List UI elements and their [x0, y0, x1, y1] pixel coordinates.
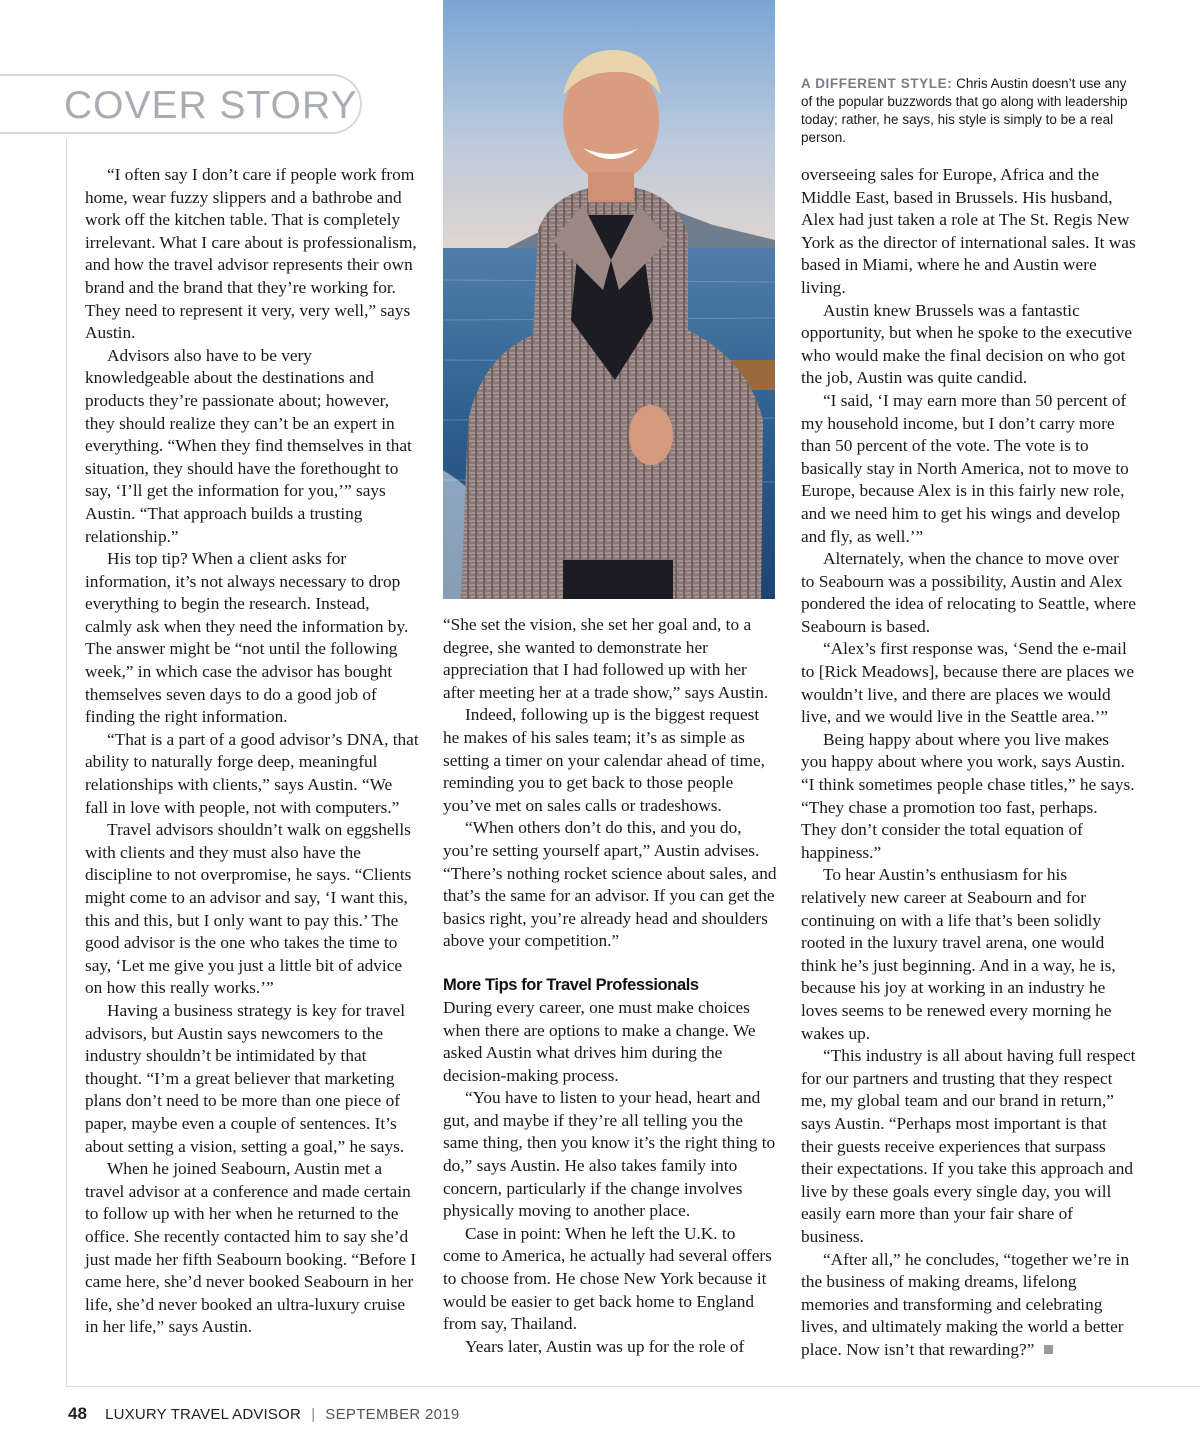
paragraph: Austin knew Brussels was a fantastic opportunity, but when he spoke to the executive who would make the final decision on who got the job, Austin was quite candid. — [801, 300, 1132, 388]
footer-separator: | — [311, 1406, 316, 1423]
paragraph: During every career, one must make choices when there are options to make a change. We asked Austin what drives him during the decision-making process. — [443, 997, 756, 1085]
issue-date: SEPTEMBER 2019 — [325, 1406, 460, 1423]
paragraph: “She set the vision, she set her goal and, to a degree, she wanted to demonstrate her appreciation that I had followed up with her after meeting her at a trade show,” says Austin. — [443, 615, 769, 702]
paragraph: “When others don’t do this, and you do, you’re setting yourself apart,” Austin advises. “There’s nothing rocket science about sales, and that’s the same for an advisor. If you can get the basics right, you’re already head and shoulders above your competition.” — [443, 818, 777, 951]
left-rule — [66, 138, 67, 1386]
paragraph: When he joined Seabourn, Austin met a travel advisor at a conference and made certain to follow up with her when he returned to the office. She recently contacted him to say she’d just made her fifth Seabourn booking. “Before I came here, she’d never booked Seabourn in her life, she’d never booked an ultra-luxury cruise in her life,” says Austin. — [85, 1159, 417, 1337]
section-label: COVER STORY — [64, 84, 358, 127]
page-footer — [68, 1404, 460, 1424]
paragraph: “That is a part of a good advisor’s DNA, that ability to naturally forge deep, meaningful relationships with clients,” says Austin. “We fall in love with people, not with computers.” — [85, 729, 419, 817]
bottom-rule — [66, 1386, 1200, 1387]
paragraph: overseeing sales for Europe, Africa and the Middle East, based in Brussels. His husband, Alex had just taken a role at The St. Regis New York as the director of international sales. It was based in Miami, where he and Austin were living. — [801, 165, 1136, 297]
photo-caption — [801, 75, 1141, 147]
subhead: More Tips for Travel Professionals — [443, 975, 699, 994]
end-mark-icon — [1044, 1345, 1053, 1354]
article-column-2 — [443, 614, 777, 1358]
final-text: “After all,” he concludes, “together we’re in the business of making dreams, lifelong memories and transforming and celebrating lives, and ultimately making the world a better place. Now isn’t that rewarding?” — [801, 1249, 1130, 1359]
paragraph: Case in point: When he left the U.K. to come to America, he actually had several offers to choose from. He chose New York because it would be easier to get back home to England from say, Thailand. — [443, 1223, 772, 1334]
paragraph: “I often say I don’t care if people work from home, wear fuzzy slippers and a bathrobe and work off the kitchen table. That is completely irrelevant. What I care about is professionalism, and how the travel advisor represents their own brand and the brand that they’re working for. They need to represent it very, very well,” says Austin. — [85, 165, 417, 343]
caption-lead: A DIFFERENT STYLE: — [801, 76, 953, 91]
paragraph-final — [801, 1249, 1136, 1362]
paragraph: Being happy about where you live makes you happy about where you work, says Austin. “I think sometimes people chase titles,” he says. “They chase a promotion too fast, perhaps. They don’t consider the total equation of happiness.” — [801, 729, 1135, 862]
cover-photo — [443, 0, 775, 599]
caption-text: Chris Austin doesn’t use any of the popular buzzwords that go along with leadership today; rather, he says, his style is simply to be a real person. — [801, 76, 1128, 145]
paragraph: Indeed, following up is the biggest request he makes of his sales team; it’s as simple as setting a timer on your calendar ahead of time, reminding you to get back to those people you’ve met on sales calls or tradeshows. — [443, 705, 765, 815]
paragraph: “I said, ‘I may earn more than 50 percent of my household income, but I don’t carry more than 50 percent of the vote. The vote is to basically stay in North America, not to move to Europe, because Alex is in this fairly new role, and we need him to get his wings and develop and fly, as well.’” — [801, 390, 1129, 546]
paragraph: His top tip? When a client asks for information, it’s not always necessary to drop everything to begin the research. Instead, calmly ask when they need the information by. The answer might be “not until the following week,” in which case the advisor has bought themselves seven days to do a good job of finding the right information. — [85, 549, 409, 727]
paragraph: Advisors also have to be very knowledgeable about the destinations and products they’re passionate about; however, they should realize they can’t be an expert in everything. “When they find themselves in that situation, they should have the forethought to say, ‘I’ll get the information for you,’” says Austin. “That approach builds a trusting relationship.” — [85, 345, 412, 546]
paragraph: “You have to listen to your head, heart and gut, and maybe if they’re all telling you the same thing, then you know it’s the right thing to do,” says Austin. He also takes family into concern, particularly if the change involves physically moving to another place. — [443, 1088, 776, 1221]
paragraph: “This industry is all about having full respect for our partners and trusting that they respect me, my global team and our brand in return,” says Austin. “Perhaps most important is that their guests receive experiences that surpass their expectations. If you take this approach and live by these goals every single day, you will easily earn more than your fair share of business. — [801, 1046, 1136, 1246]
paragraph: To hear Austin’s enthusiasm for his relatively new career at Seabourn and for continuing on with a life that’s been solidly rooted in the luxury travel arena, one would think he’s just beginning. And in a way, he is, because his joy at working in an industry he loves seems to be renewed every morning he wakes up. — [801, 865, 1116, 1043]
article-column-1 — [85, 164, 419, 1339]
paragraph: Having a business strategy is key for travel advisors, but Austin says newcomers to the industry shouldn’t be intimidated by that thought. “I’m a great believer that marketing plans don’t need to be more than one piece of paper, maybe even a couple of sentences. It’s about setting a vision, setting a goal,” he says. — [85, 1000, 406, 1156]
page-number: 48 — [68, 1404, 87, 1423]
paragraph: “Alex’s first response was, ‘Send the e-mail to [Rick Meadows], because there are places we wouldn’t live, and there are places we would live, and we would live in the Seattle area.’” — [801, 639, 1134, 727]
paragraph: Alternately, when the chance to move over to Seabourn was a possibility, Austin and Alex pondered the idea of relocating to Seattle, where Seabourn is based. — [801, 549, 1136, 636]
article-column-3 — [801, 164, 1136, 1361]
magazine-name: LUXURY TRAVEL ADVISOR — [105, 1406, 302, 1423]
paragraph: Travel advisors shouldn’t walk on eggshells with clients and they must also have the discipline to not overpromise, he says. “Clients might come to an advisor and say, ‘I want this, this and this, but I only want to pay this.’ The good advisor is the one who takes the time to say, ‘Let me give you just a little bit of advice on how this really works.’” — [85, 820, 412, 998]
paragraph: Years later, Austin was up for the role of — [465, 1336, 745, 1356]
